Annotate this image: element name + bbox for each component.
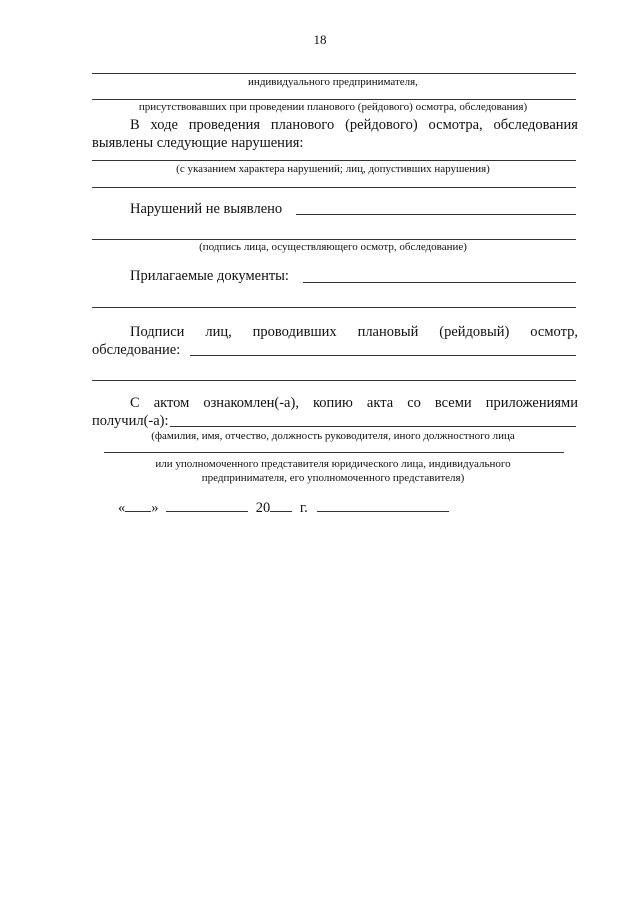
page-number: 18 bbox=[313, 32, 327, 47]
attendees-line bbox=[92, 99, 576, 100]
date-place-field[interactable] bbox=[317, 497, 449, 512]
violations-line bbox=[92, 160, 576, 161]
acknowledged-word: приложениями bbox=[485, 395, 578, 411]
no-violations-field[interactable] bbox=[296, 214, 576, 215]
acknowledged-field[interactable] bbox=[170, 426, 576, 427]
acknowledged-word: актом bbox=[153, 395, 190, 411]
attached-label: Прилагаемые документы: bbox=[130, 268, 289, 284]
violations-word: обследования bbox=[493, 117, 578, 133]
attendees-caption: присутствовавших при проведении планового (рейдового) осмотра, обследования) bbox=[138, 101, 528, 113]
acknowledged-line-1 bbox=[130, 394, 578, 412]
date-year-prefix: 20 bbox=[255, 500, 271, 516]
date-year-field[interactable] bbox=[270, 497, 292, 512]
acknowledged-extra-line bbox=[104, 452, 564, 453]
violations-word: осмотра, bbox=[428, 117, 483, 133]
no-violations-caption: (подпись лица, осуществляющего осмотр, обследование) bbox=[199, 241, 467, 253]
acknowledged-caption-2: или уполномоченного представителя юридического лица, индивидуального bbox=[155, 458, 511, 470]
signatures-word: осмотр, bbox=[530, 324, 578, 340]
violations-word: В bbox=[130, 117, 140, 133]
attached-field[interactable] bbox=[303, 282, 576, 283]
signatures-word: плановый bbox=[357, 324, 419, 340]
acknowledged-word: всеми bbox=[434, 395, 472, 411]
entrepreneur-caption: индивидуального предпринимателя, bbox=[248, 76, 418, 88]
acknowledged-line-2: получил(-а): bbox=[92, 413, 169, 429]
acknowledged-word: С bbox=[130, 395, 140, 411]
acknowledged-word: со bbox=[407, 395, 421, 411]
acknowledged-word: акта bbox=[366, 395, 394, 411]
violations-word: планового bbox=[270, 117, 335, 133]
date-line bbox=[118, 497, 449, 517]
violations-word: проведения bbox=[188, 117, 261, 133]
violations-line-1 bbox=[130, 116, 578, 134]
signatures-word: лиц, bbox=[205, 324, 232, 340]
violations-line-2: выявлены следующие нарушения: bbox=[92, 135, 304, 151]
no-violations-label: Нарушений не выявлено bbox=[130, 201, 283, 217]
date-day-field[interactable] bbox=[125, 497, 151, 512]
no-violations-signature-line bbox=[92, 239, 576, 240]
acknowledged-word: ознакомлен(-а), bbox=[203, 395, 299, 411]
signatures-field[interactable] bbox=[190, 355, 576, 356]
signatures-word: Подписи bbox=[130, 324, 185, 340]
violations-word: (рейдового) bbox=[345, 117, 418, 133]
attached-extra-line bbox=[92, 307, 576, 308]
acknowledged-caption-3: предпринимателя, его уполномоченного представителя) bbox=[201, 472, 465, 484]
signatures-word: проводивших bbox=[252, 324, 337, 340]
signatures-word: (рейдовый) bbox=[439, 324, 510, 340]
acknowledged-word: копию bbox=[312, 395, 353, 411]
date-month-field[interactable] bbox=[166, 497, 248, 512]
date-open-quote: « bbox=[118, 500, 126, 516]
entrepreneur-line bbox=[92, 73, 576, 74]
date-year-suffix: г. bbox=[299, 500, 308, 516]
signatures-line-1 bbox=[130, 323, 578, 341]
date-close-quote: » bbox=[151, 500, 159, 516]
signatures-extra-line bbox=[92, 380, 576, 381]
signatures-line-2: обследование: bbox=[92, 342, 181, 358]
violations-extra-line bbox=[92, 187, 576, 188]
acknowledged-caption-1: (фамилия, имя, отчество, должность руководителя, иного должностного лица bbox=[151, 430, 515, 442]
violations-word: ходе bbox=[150, 117, 178, 133]
violations-caption: (с указанием характера нарушений; лиц, допустивших нарушения) bbox=[176, 163, 490, 175]
